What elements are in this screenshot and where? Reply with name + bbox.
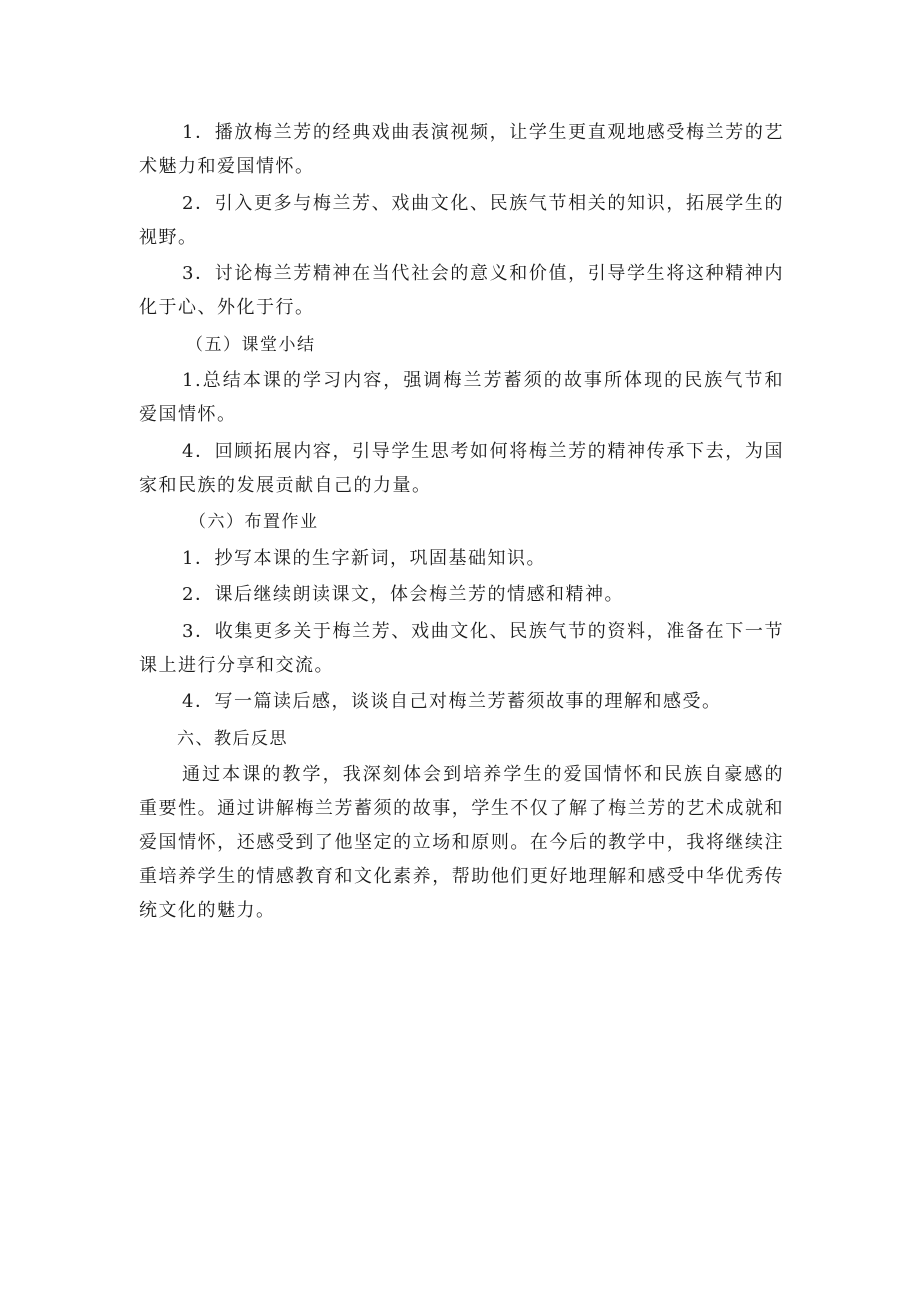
document-body [139,116,784,931]
paragraph-homework-3: 3．收集更多关于梅兰芳、戏曲文化、民族气节的资料，准备在下一节课上进行分享和交流。 [139,620,784,676]
paragraph-homework-2: 2．课后继续朗读课文，体会梅兰芳的情感和精神。 [182,584,624,605]
paragraph-extension-2: 2．引入更多与梅兰芳、戏曲文化、民族气节相关的知识，拓展学生的视野。 [139,192,784,248]
paragraph-summary-1: 1.总结本课的学习内容，强调梅兰芳蓄须的故事所体现的民族气节和爱国情怀。 [139,370,784,425]
section-heading-reflection: 六、教后反思 [177,728,288,749]
paragraph-extension-3: 3．讨论梅兰芳精神在当代社会的意义和价值，引导学生将这种精神内化于心、外化于行。 [139,263,784,318]
paragraph-extension-1: 1．播放梅兰芳的经典戏曲表演视频，让学生更直观地感受梅兰芳的艺术魅力和爱国情怀。 [139,122,784,177]
section-heading-class-summary: （五）课堂小结 [186,334,316,355]
section-heading-homework: （六）布置作业 [189,512,319,532]
paragraph-summary-4: 4．回顾拓展内容，引导学生思考如何将梅兰芳的精神传承下去，为国家和民族的发展贡献自己的力量。 [139,440,784,496]
paragraph-homework-1: 1．抄写本课的生字新词，巩固基础知识。 [182,547,546,569]
paragraph-homework-4: 4．写一篇读后感，谈谈自己对梅兰芳蓄须故事的理解和感受。 [182,691,722,712]
paragraph-reflection: 通过本课的教学，我深刻体会到培养学生的爱国情怀和民族自豪感的重要性。通过讲解梅兰芳蓄须的故事，学生不仅了解了梅兰芳的艺术成就和爱国情怀，还感受到了他坚定的立场和原则。在今后的教学中，我将继续注重培养学生的情感教育和文化素养，帮助他们更好地理解和感受中华优秀传统文化的魅力。 [139,764,784,921]
